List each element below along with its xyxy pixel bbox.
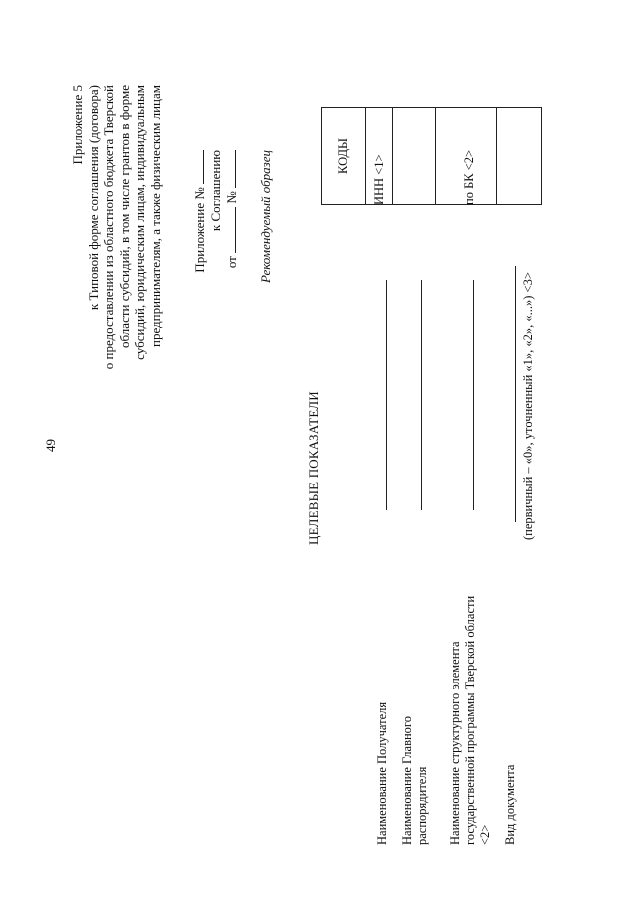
appendix-line: субсидий, юридическим лицам, индивидуальным — [132, 85, 147, 360]
document-type-line[interactable] — [515, 266, 516, 522]
document-title: ЦЕЛЕВЫЕ ПОКАЗАТЕЛИ — [306, 391, 321, 545]
number-field[interactable] — [224, 150, 236, 188]
document-type-label: Вид документа — [503, 764, 517, 845]
page-number: 49 — [43, 439, 58, 452]
recommended-sample-label: Рекомендуемый образец — [258, 150, 273, 284]
annex-number-field[interactable] — [192, 150, 204, 184]
appendix-line: области субсидий, в том числе грантов в форме — [116, 85, 132, 348]
chief-administrator-label: Наименование Главного распорядителя — [400, 716, 429, 845]
document-type-hint: (первичный – «0», уточненный «1», «2», «...») <3> — [521, 272, 535, 540]
number-label: № — [224, 191, 239, 204]
appendix-line: Приложение 5 — [70, 85, 85, 165]
appendix-line: к Типовой форме соглашения (договора) — [85, 85, 101, 311]
annex-number-label: Приложение № — [192, 187, 207, 273]
codes-table — [321, 107, 542, 205]
appendix-line: о предоставлении из областного бюджета Тверской — [101, 85, 116, 370]
code-cell-doc[interactable] — [497, 108, 542, 205]
inn-label: ИНН <1> — [372, 154, 386, 205]
structural-element-line[interactable] — [473, 280, 474, 510]
codes-header-cell: КОДЫ — [322, 108, 366, 205]
annex-line-3 — [224, 150, 240, 273]
appendix-line: предпринимателям, а также физическим лицам — [147, 85, 163, 348]
code-cell-2[interactable] — [393, 108, 436, 205]
annex-line-1 — [192, 150, 208, 273]
annex-header — [192, 150, 240, 273]
annex-line-2: к Соглашению — [208, 150, 223, 232]
bk-label: по БК <2> — [462, 149, 476, 205]
structural-element-label: Наименование структурного элемента государственной программы Тверской области <2> — [448, 595, 492, 845]
appendix-header — [70, 85, 163, 369]
date-field[interactable] — [224, 207, 236, 253]
recipient-name-label: Наименование Получателя — [375, 701, 389, 845]
chief-administrator-line[interactable] — [421, 280, 422, 510]
from-label: от — [224, 256, 239, 269]
recipient-name-line[interactable] — [386, 280, 387, 510]
